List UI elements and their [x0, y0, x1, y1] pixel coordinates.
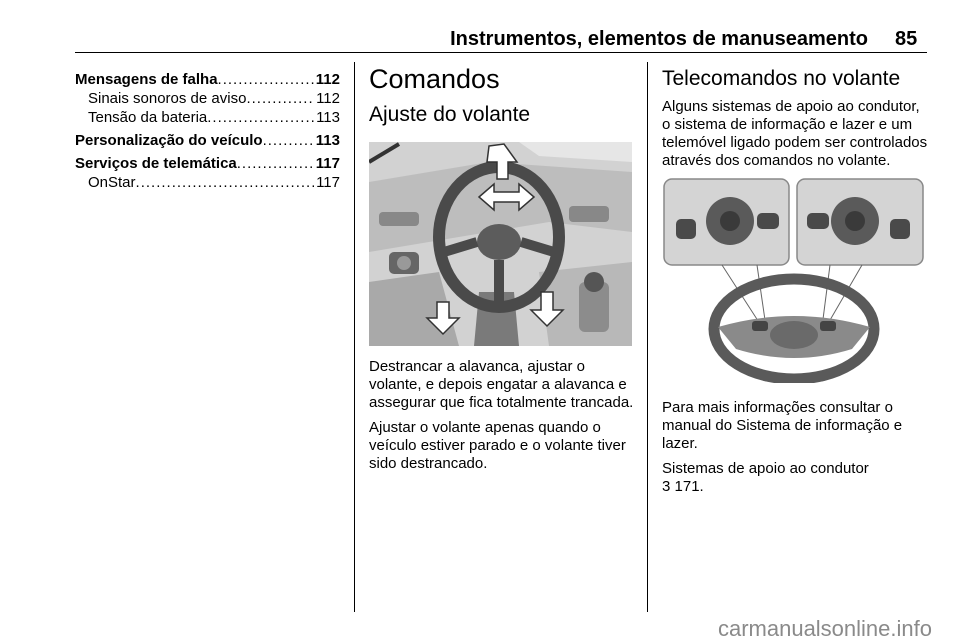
- toc-entry[interactable]: [75, 131, 340, 150]
- column-divider-right: [647, 62, 648, 612]
- toc-entry[interactable]: [75, 154, 340, 173]
- toc-leader: [136, 173, 315, 192]
- body-text: [369, 358, 635, 473]
- paragraph: [662, 460, 932, 496]
- section-steering-remote: [662, 66, 932, 503]
- toc-leader: [246, 89, 314, 108]
- toc-leader: [218, 70, 314, 89]
- toc-entry[interactable]: [75, 173, 340, 192]
- cross-ref-symbol: 3: [662, 478, 671, 495]
- paragraph: Destrancar a alavanca, ajustar o volante, e depois engatar a alavanca e assegurar que fica totalmente trancada.: [369, 358, 634, 411]
- toc-leader: [237, 154, 314, 173]
- paragraph: Ajustar o volante apenas quando o veículo estiver parado e o volante tiver sido destrancado.: [369, 419, 626, 472]
- subsection-heading: Ajuste do volante: [369, 103, 531, 126]
- toc-page: 117: [316, 174, 340, 191]
- toc-entry[interactable]: [75, 89, 340, 108]
- toc-entry[interactable]: [75, 108, 340, 127]
- page-title: Instrumentos, elementos de manuseamento: [450, 28, 868, 50]
- toc-label: Personalização do veículo: [75, 132, 263, 149]
- page-number: 85: [895, 28, 918, 50]
- section-heading: Telecomandos no volante: [662, 67, 901, 90]
- toc-page: 117: [315, 155, 340, 172]
- toc-label: OnStar: [88, 174, 136, 191]
- toc-page: 112: [315, 71, 340, 88]
- column-divider-left: [354, 62, 355, 612]
- toc-label: Tensão da bateria: [88, 109, 208, 126]
- toc-list: [75, 70, 340, 192]
- toc-page: 112: [316, 90, 340, 107]
- toc-leader: [263, 131, 314, 150]
- toc-page: 113: [315, 132, 340, 149]
- watermark: carmanualsonline.info: [717, 616, 932, 641]
- steering-adjust-illustration: [369, 142, 632, 346]
- toc-entry[interactable]: [75, 70, 340, 89]
- paragraph: Alguns sistemas de apoio ao condutor, o sistema de informação e lazer e um telemóvel ligado podem ser controlados através dos comandos no volante.: [662, 98, 928, 169]
- steering-wheel-controls-illustration: [662, 177, 925, 383]
- toc-label: Sinais sonoros de aviso: [88, 90, 247, 107]
- toc-label: Mensagens de falha: [75, 71, 218, 88]
- header-rule: [75, 52, 927, 53]
- toc-leader: [207, 108, 314, 127]
- toc-label: Serviços de telemática: [75, 155, 237, 172]
- cross-ref-link[interactable]: 171.: [674, 478, 704, 495]
- toc-page: 113: [316, 109, 340, 126]
- section-controls: [369, 62, 635, 480]
- section-heading: Comandos: [369, 64, 500, 94]
- paragraph: Para mais informações consultar o manual do Sistema de informação e lazer.: [662, 399, 903, 452]
- paragraph-text: Sistemas de apoio ao condutor: [662, 460, 869, 477]
